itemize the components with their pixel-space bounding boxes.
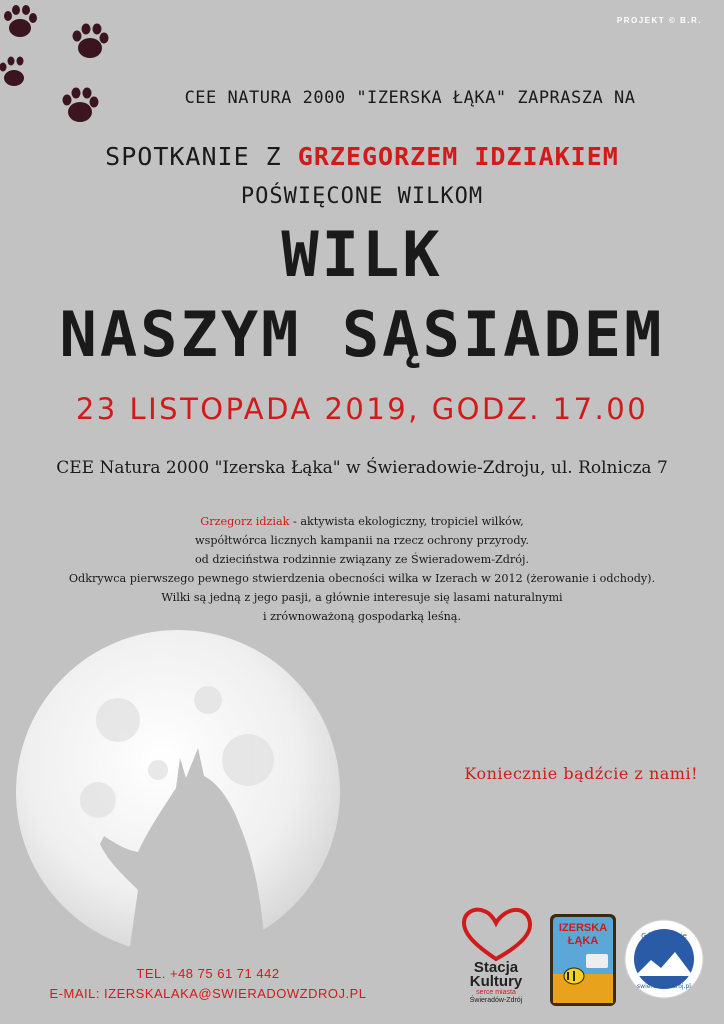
gory-izerskie-logo <box>623 918 705 1000</box>
invitation-line: CEE NATURA 2000 "IZERSKA ŁĄKA" ZAPRASZA NA <box>184 88 636 108</box>
desc-line-5: Wilki są jedną z jego pasji, a głównie interesuje się lasami naturalnymi <box>161 591 563 604</box>
dedication-line: POŚWIĘCONE WILKOM <box>240 184 484 209</box>
desc-line-4: Odkrywca pierwszego pewnego stwierdzenia obecności wilka w Izerach w 2012 (żerowanie i odchody). <box>68 572 656 585</box>
event-date: 23 LISTOPADA 2019, GODZ. 17.00 <box>75 392 649 426</box>
call-to-action: Koniecznie bądźcie z nami! <box>464 764 698 783</box>
desc-line-1: Grzegorz idziak - aktywista ekologiczny, tropiciel wilków, <box>200 515 524 528</box>
contact-info <box>18 964 398 1004</box>
title-line-1: WILK <box>281 218 443 291</box>
svg-text:ŁĄKA: ŁĄKA <box>567 935 599 947</box>
wolf-paw-prints-icon <box>0 0 130 140</box>
svg-text:Góry Izerskie: Góry Izerskie <box>641 932 687 940</box>
event-venue: CEE Natura 2000 "Izerska Łąka" w Świeradowie-Zdroju, ul. Rolnicza 7 <box>56 458 668 478</box>
email-address[interactable]: E-MAIL: IZERSKALAKA@SWIERADOWZDROJ.PL <box>49 986 367 1001</box>
meeting-prefix: SPOTKANIE Z <box>105 142 298 171</box>
meeting-line <box>0 142 724 171</box>
moon-with-howling-wolf-image <box>8 630 353 960</box>
izerska-laka-logo <box>550 914 616 1006</box>
svg-text:swieradowzdroj.pl: swieradowzdroj.pl <box>637 983 691 990</box>
desc-line-2: współtwórca licznych kampanii na rzecz ochrony przyrody. <box>195 534 529 547</box>
speaker-description <box>0 512 724 626</box>
desc-speaker-name: Grzegorz idziak <box>200 515 290 528</box>
stacja-kultury-text: Stacja Kultury serce miasta Świeradów-Zdrój <box>469 959 523 1004</box>
speaker-name: GRZEGORZEM IDZIAKIEM <box>297 142 619 171</box>
desc-line-3: od dzieciństwa rodzinnie związany ze Świeradowem-Zdrój. <box>194 553 530 566</box>
desc-line-6: i zrównoważoną gospodarką leśną. <box>262 610 462 623</box>
phone-number[interactable]: TEL. +48 75 61 71 442 <box>136 966 280 981</box>
project-credit: PROJEKT © B.R. <box>616 16 702 25</box>
title-line-2: NASZYM SĄSIADEM <box>59 298 665 371</box>
svg-text:IZERSKA: IZERSKA <box>558 922 608 934</box>
